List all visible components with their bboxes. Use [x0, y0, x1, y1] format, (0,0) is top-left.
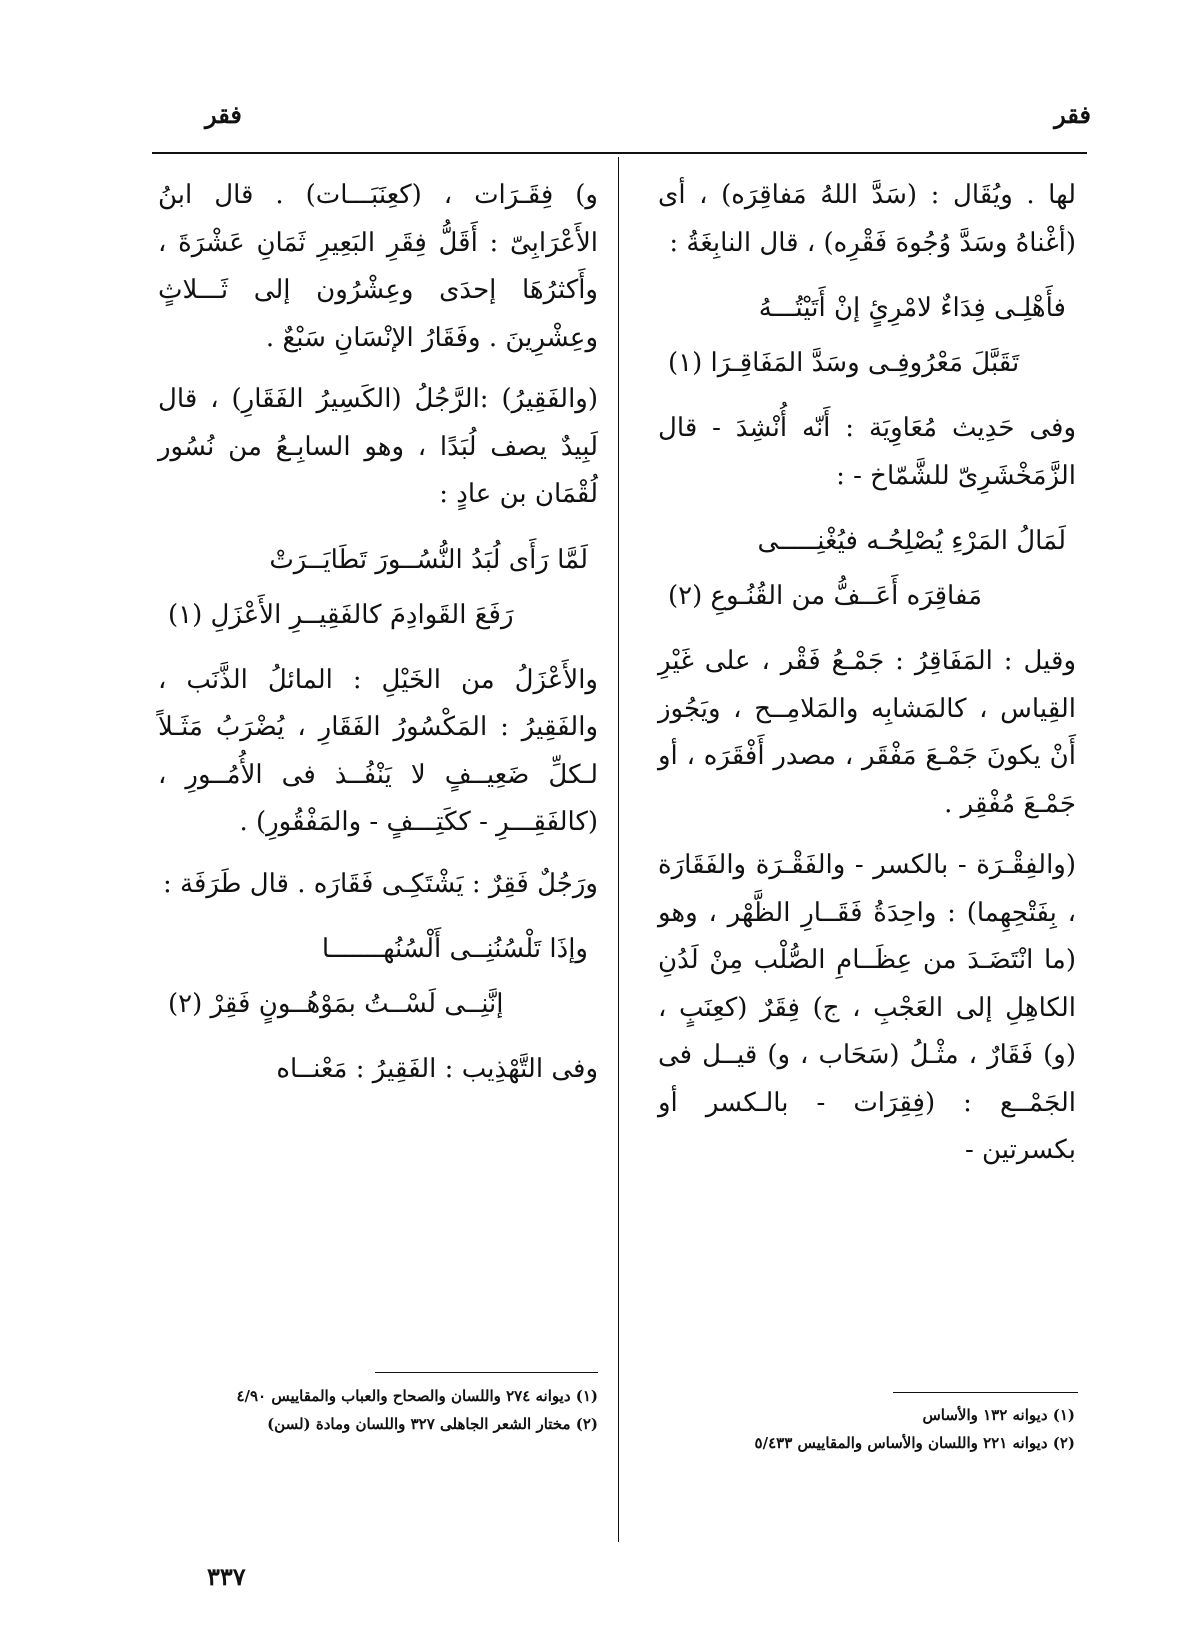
footnote-rule-right	[893, 1392, 1078, 1393]
paragraph: (والفَقِيرُ) :الرَّجُلُ (الكَسِيرُ الفَقَارِ) ، قال لَبِيدٌ يصف لُبَدًا ، وهو السابِـعُ من نُسُور لُقْمَان بن عادٍ :	[158, 384, 598, 509]
running-header-left: فقر	[205, 100, 242, 129]
paragraph: وفى التَّهْذِيب : الفَقِيرُ : مَعْنــاه	[276, 1054, 598, 1084]
column-left	[158, 172, 598, 1108]
paragraph: (والفِقْـرَة - بالكسر - والفَقْـرَة والفَقَارَة ، بِفَتْحِهِما) : واحِدَةُ فَقَــارِ الظَّهْر ، وهو (ما انْتَضَـدَ من عِظَــامِ الصُّلْب مِنْ لَدُنِ الكاهِلِ إلى العَجْبِ ، ج) فِقَرٌ (كعِنَبٍ ، (و) فَقَارٌ ، مثْـلُ (سَحَاب ، و) قيــل فى الجَمْــع : (فِقِرَات - بالـكسر أو بكسرتين -	[658, 850, 1076, 1165]
verse-first-hemistich: لَمَّا رَأَى لُبَدُ النُّسُــورَ تَطَايَــرَتْ	[269, 544, 588, 575]
verse-second-hemistich: إنَّنِــى لَسْــتُ بمَوْهُــونٍ فَقِرْ (٢)	[168, 989, 504, 1019]
verse-second-hemistich: مَفاقِرَه أَعَــفُّ من القُنُـوعِ (٢)	[668, 581, 983, 611]
paragraph: لها . ويُقَال : (سَدَّ اللهُ مَفاقِرَه) ، أى (أغْناهُ وسَدَّ وُجُوهَ فَقْرِه) ، قال النابِغَةُ :	[658, 180, 1076, 258]
verse-second-hemistich: تَقَبَّلَ مَعْرُوفِـى وسَدَّ المَفَاقِـرَا (١)	[668, 348, 1020, 378]
running-header-right: فقر	[1054, 100, 1091, 129]
footnotes-left	[160, 1382, 598, 1438]
verse-second-hemistich: رَفَعَ القَوادِمَ كالفَقِيــرِ الأَعْزَلِ (١)	[168, 599, 514, 630]
paragraph: وفى حَدِيث مُعَاوِيَة : أَنّه أُنْشِدَ - قال الزَّمَخْشَرِىّ للشَّمّاخ - :	[658, 413, 1076, 491]
paragraph: والأَعْزَلُ من الخَيْلِ : المائلُ الذَّنَب ، والفَقِيرُ : المَكْسُورُ الفَقَارِ ، يُضْرَبُ مَثَـلاً لـكلِّ ضَعِيــفٍ لا يَنْفُــذ فى الأُمُــورِ ، (كالفَقِـــرِ - ككَتِـــفٍ - والمَفْقُورِ) .	[158, 664, 598, 837]
paragraph: وقيل : المَفَاقِرُ : جَمْـعُ فَقْر ، على غَيْرِ القِياس ، كالمَشابِه والمَلامِــح ، ويَجُوز أَنْ يكونَ جَمْـعَ مَفْقَر ، مصدر أَفْقَرَه ، أو جَمْـعَ مُفْقِر .	[658, 646, 1076, 819]
verse	[158, 922, 598, 1032]
column-right	[658, 172, 1076, 1189]
footnotes-right	[665, 1401, 1075, 1457]
footnote: (٢) مختار الشعر الجاهلى ٣٢٧ واللسان ومادة (لسن)	[267, 1415, 598, 1433]
verse	[158, 533, 598, 643]
verse-first-hemistich: وإذَا تَلْسُنُنِــى أَلْسُنُهـــــــا	[321, 934, 588, 964]
paragraph: ورَجُلٌ فَقِرٌ : يَشْتَكِـى فَقَارَه . قال طَرَفَة :	[163, 868, 598, 899]
verse-first-hemistich: فأَهْلِـى فِدَاءٌ لامْرِئٍ إنْ أَتَيْتُـــهُ	[758, 293, 1066, 323]
footnote: (١) ديوانه ١٣٢ والأساس	[922, 1406, 1075, 1424]
verse	[658, 514, 1076, 624]
page-number: ٣٣٧	[207, 1562, 246, 1591]
header-rule	[152, 152, 1087, 154]
footnote: (٢) ديوانه ٢٢١ واللسان والأساس والمقاييس ٥/٤٣٣	[754, 1434, 1075, 1452]
column-divider	[618, 157, 619, 1542]
footnote: (١) ديوانه ٢٧٤ واللسان والصحاح والعباب والمقاييس ٤/٩٠	[236, 1387, 598, 1405]
verse	[658, 281, 1076, 391]
paragraph: و) فِقَـرَات ، (كعِنَبَـــات) . قال ابنُ الأَعْرَابِىّ : أَقَلُّ فِقَرِ البَعِيرِ ثَمَانِ عَشْرَةَ ، وأَكثرُهَا إحدَى وعِشْرُون إلى ثَـــلاثٍ وعِشْرِينَ . وفَقَارُ الإنْسَانِ سَبْعٌ .	[158, 180, 598, 353]
verse-first-hemistich: لَمَالُ المَرْءِ يُصْلِحُـه فيُغْنِـــــى	[757, 526, 1066, 556]
footnote-rule-left	[375, 1372, 598, 1373]
